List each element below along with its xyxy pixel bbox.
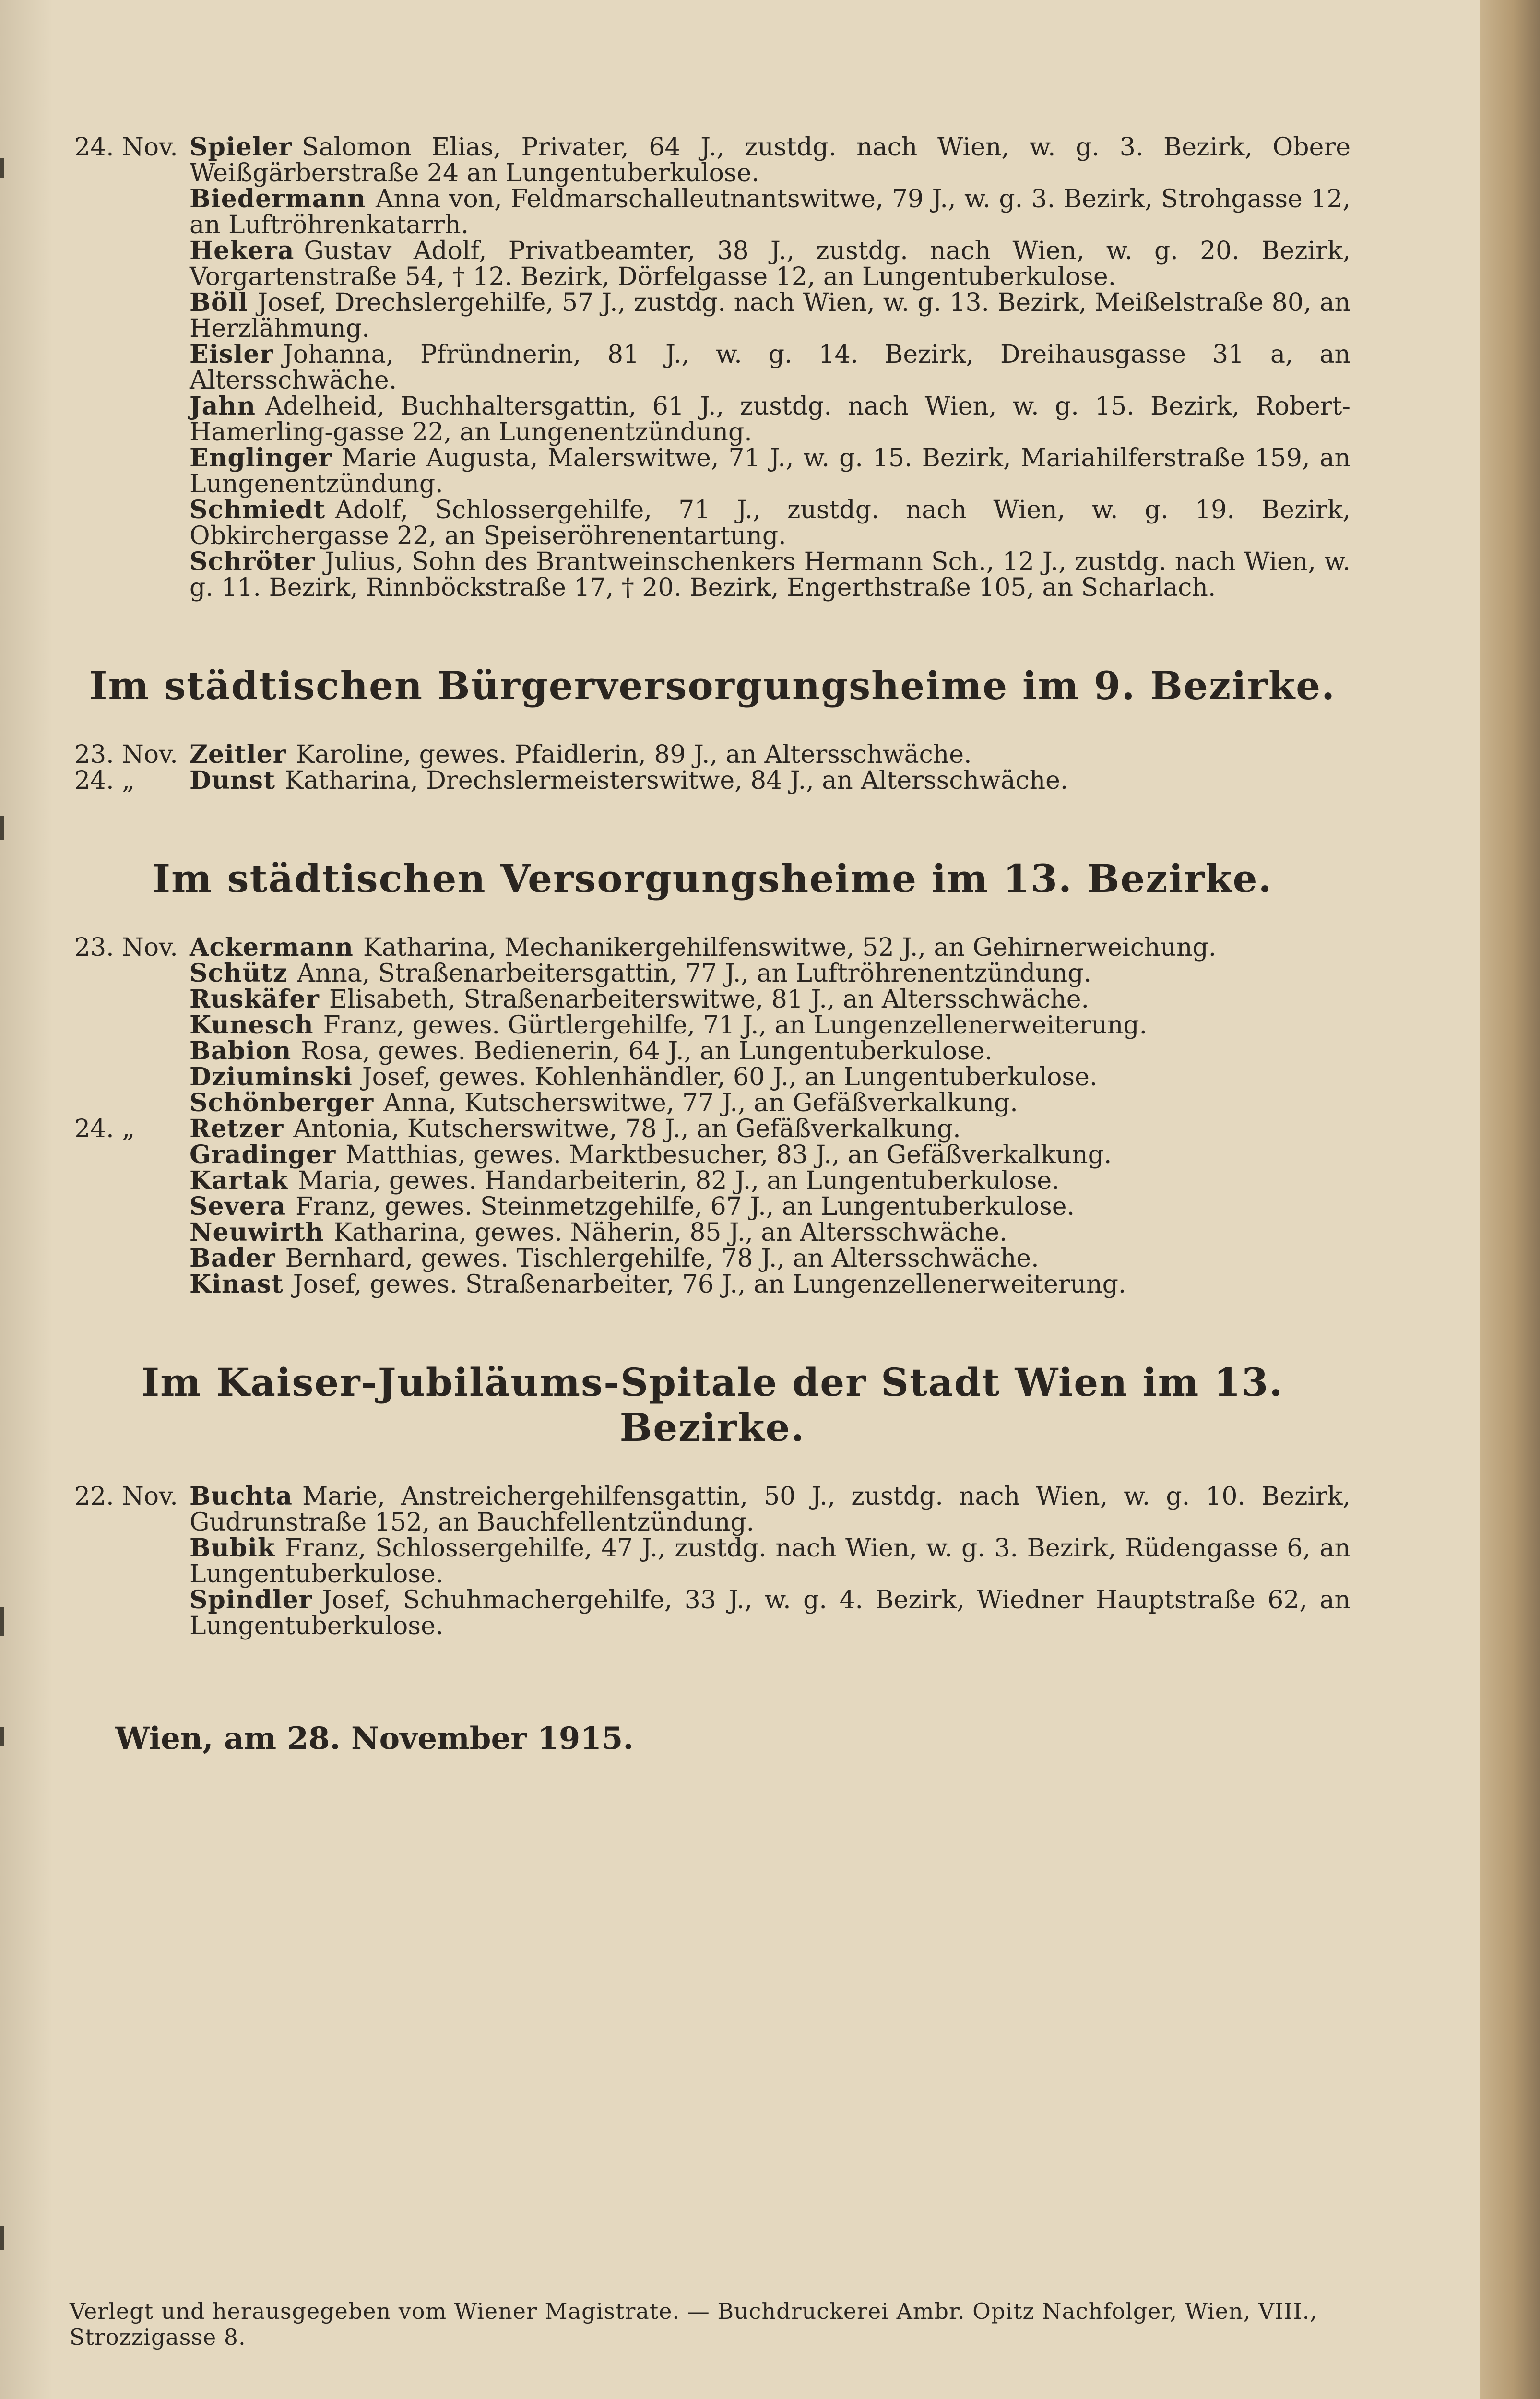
entry-text: Matthias, gewes. Marktbesucher, 83 J., an Gefäßverkalkung. [345, 1140, 1112, 1169]
entry-body [190, 1012, 1350, 1038]
entry-text: Katharina, Drechslermeisterswitwe, 84 J., an Altersschwäche. [285, 766, 1068, 795]
list-item [74, 497, 1350, 549]
list-item [74, 1012, 1350, 1038]
list-item [74, 1038, 1350, 1064]
entry-text: Maria, gewes. Handarbeiterin, 82 J., an Lungentuberkulose. [298, 1166, 1060, 1195]
entry-text: Bernhard, gewes. Tischlergehilfe, 78 J., an Altersschwäche. [285, 1244, 1039, 1273]
list-item [74, 1090, 1350, 1116]
list-item [74, 1271, 1350, 1297]
entry-date [74, 549, 190, 601]
death-list-section4 [74, 1484, 1350, 1639]
list-item [74, 1246, 1350, 1271]
list-item [74, 1168, 1350, 1194]
entry-surname: Biedermann [190, 184, 366, 214]
entry-surname: Retzer [190, 1114, 284, 1143]
margin-mark [0, 1727, 4, 1746]
entry-date [74, 1587, 190, 1639]
list-item [74, 768, 1350, 794]
entry-date: 24. Nov. [74, 133, 178, 162]
entry-date [74, 1012, 190, 1038]
death-list-section3 [74, 935, 1350, 1297]
entry-text: Katharina, gewes. Näherin, 85 J., an Altersschwäche. [333, 1218, 1007, 1247]
entry-date [74, 238, 190, 290]
entry-surname: Kinast [190, 1270, 284, 1299]
entry-surname: Eisler [190, 340, 273, 369]
entry-surname: Böll [190, 288, 249, 317]
entry-text: Rosa, gewes. Bedienerin, 64 J., an Lungentuberkulose. [301, 1037, 993, 1066]
list-item [74, 935, 1350, 961]
entry-text: Antonia, Kutscherswitwe, 78 J., an Gefäßverkalkung. [293, 1115, 961, 1143]
entry-surname: Neuwirth [190, 1218, 324, 1247]
list-item [74, 1587, 1350, 1639]
entry-date [74, 1271, 190, 1297]
entry-text: Josef, gewes. Straßenarbeiter, 76 J., an Lungenzellenerweiterung. [293, 1270, 1126, 1299]
list-item [74, 742, 1350, 768]
list-item [74, 342, 1350, 393]
entry-date [74, 1194, 190, 1220]
entry-text: Gustav Adolf, Privatbeamter, 38 J., zustdg. nach Wien, w. g. 20. Bezirk, Vorgartenstraße 54, † 12. Bezirk, Dörfelgasse 12, an Lungentuberkulose. [190, 237, 1350, 291]
entry-surname: Schmiedt [190, 495, 326, 524]
entry-date [74, 961, 190, 986]
entry-text: Marie Augusta, Malerswitwe, 71 J., w. g. 15. Bezirk, Mariahilferstraße 159, an Lungenentzündung. [190, 444, 1350, 499]
entry-date [74, 1246, 190, 1271]
entry-body [190, 1064, 1350, 1090]
entry-body [190, 238, 1350, 290]
list-item [74, 1535, 1350, 1587]
entry-text: Franz, gewes. Gürtlergehilfe, 71 J., an Lungenzellenerweiterung. [323, 1011, 1148, 1040]
entry-date [74, 1038, 190, 1064]
entry-text: Josef, Drechslergehilfe, 57 J., zustdg. nach Wien, w. g. 13. Bezirk, Meißelstraße 80, an Herzlähmung. [190, 288, 1350, 343]
entry-date [74, 1142, 190, 1168]
entry-body [190, 1142, 1350, 1168]
entry-surname: Ruskäfer [190, 985, 320, 1014]
entry-surname: Englinger [190, 443, 332, 473]
entry-date [74, 342, 190, 393]
entry-date [74, 445, 190, 497]
entry-text: Julius, Sohn des Brantweinschenkers Hermann Sch., 12 J., zustdg. nach Wien, w. g. 11. Bezirk, Rinnböckstraße 17, † 20. Bezirk, Engerthstraße 105, an Scharlach. [190, 547, 1350, 602]
entry-body [190, 445, 1350, 497]
entry-body [190, 742, 1350, 768]
section-heading-versorgungsheim: Im städtischen Versorgungsheime im 13. Bezirke. [152, 856, 1273, 901]
entry-date [74, 290, 190, 342]
margin-mark [0, 816, 4, 840]
page-edge [1480, 0, 1540, 2399]
entry-text: Josef, gewes. Kohlenhändler, 60 J., an Lungentuberkulose. [362, 1063, 1098, 1092]
entry-date [74, 1220, 190, 1246]
entry-date [74, 986, 190, 1012]
entry-body [190, 1194, 1350, 1220]
entry-text: Salomon Elias, Privater, 64 J., zustdg. nach Wien, w. g. 3. Bezirk, Obere Weißgärberstraße 24 an Lungentuberkulose. [190, 133, 1350, 188]
entry-body [190, 393, 1350, 445]
entry-text: Franz, gewes. Steinmetzgehilfe, 67 J., an Lungentuberkulose. [296, 1192, 1075, 1221]
entry-surname: Severa [190, 1192, 286, 1221]
list-item [74, 134, 1350, 186]
entry-text: Adolf, Schlossergehilfe, 71 J., zustdg. nach Wien, w. g. 19. Bezirk, Obkirchergasse 22, an Speiseröhrenentartung. [190, 496, 1350, 550]
entry-body [190, 186, 1350, 238]
page-gutter-shadow [0, 0, 53, 2399]
entry-body [190, 1168, 1350, 1194]
entry-surname: Dziuminski [190, 1062, 353, 1092]
entry-surname: Spindler [190, 1585, 313, 1615]
entry-text: Josef, Schuhmachergehilfe, 33 J., w. g. 4. Bezirk, Wiedner Hauptstraße 62, an Lungentuberkulose. [190, 1586, 1350, 1640]
entry-text: Franz, Schlossergehilfe, 47 J., zustdg. nach Wien, w. g. 3. Bezirk, Rüdengasse 6, an Lungentuberkulose. [190, 1534, 1350, 1589]
entry-surname: Schönberger [190, 1088, 374, 1117]
closing-date-line: Wien, am 28. November 1915. [115, 1721, 634, 1757]
list-item [74, 549, 1350, 601]
publisher-footer: Verlegt und herausgegeben vom Wiener Magistrate. — Buchdruckerei Ambr. Opitz Nachfolger, Wien, VIII., Strozzigasse 8. [70, 2298, 1317, 2350]
entry-body [190, 986, 1350, 1012]
entry-surname: Kunesch [190, 1010, 314, 1040]
entry-body [190, 549, 1350, 601]
entry-text: Karoline, gewes. Pfaidlerin, 89 J., an Altersschwäche. [296, 740, 972, 769]
entry-date [74, 1064, 190, 1090]
entry-date: 22. Nov. [74, 1482, 178, 1511]
document-content [74, 134, 1350, 1757]
entry-body [190, 1090, 1350, 1116]
entry-surname: Gradinger [190, 1140, 336, 1169]
margin-mark [0, 2226, 4, 2250]
entry-body [190, 1587, 1350, 1639]
entry-text: Anna, Kutscherswitwe, 77 J., an Gefäßverkalkung. [383, 1089, 1018, 1117]
entry-text: Marie, Anstreichergehilfensgattin, 50 J., zustdg. nach Wien, w. g. 10. Bezirk, Gudrunstraße 152, an Bauchfellentzündung. [190, 1482, 1350, 1537]
list-item [74, 961, 1350, 986]
entry-date [74, 393, 190, 445]
section-heading-jubilaeumsspital: Im Kaiser-Jubiläums-Spitale der Stadt Wien im 13. Bezirke. [141, 1360, 1284, 1450]
entry-surname: Spieler [190, 132, 292, 162]
entry-date: 24. „ [74, 766, 135, 795]
entry-surname: Hekera [190, 236, 295, 265]
entry-text: Johanna, Pfründnerin, 81 J., w. g. 14. Bezirk, Dreihausgasse 31 a, an Altersschwäche. [190, 340, 1350, 395]
death-list-top [74, 134, 1350, 601]
list-item [74, 986, 1350, 1012]
entry-date [74, 497, 190, 549]
list-item [74, 1116, 1350, 1142]
entry-date [74, 1535, 190, 1587]
entry-body [190, 497, 1350, 549]
entry-text: Anna, Straßenarbeitersgattin, 77 J., an Luftröhrenentzündung. [297, 959, 1092, 988]
entry-surname: Buchta [190, 1482, 293, 1511]
entry-text: Anna von, Feldmarschalleutnantswitwe, 79 J., w. g. 3. Bezirk, Strohgasse 12, an Luftröhrenkatarrh. [190, 185, 1350, 239]
entry-date: 23. Nov. [74, 740, 178, 769]
entry-date [74, 1168, 190, 1194]
entry-surname: Schütz [190, 959, 288, 988]
list-item [74, 1484, 1350, 1535]
list-item [74, 290, 1350, 342]
entry-surname: Ackermann [190, 933, 354, 962]
entry-body [190, 290, 1350, 342]
entry-surname: Kartak [190, 1166, 289, 1195]
entry-surname: Babion [190, 1036, 292, 1066]
margin-mark [0, 1607, 4, 1636]
entry-body [190, 1271, 1350, 1297]
entry-surname: Zeitler [190, 740, 287, 769]
list-item [74, 1194, 1350, 1220]
entry-body [190, 961, 1350, 986]
entry-text: Elisabeth, Straßenarbeiterswitwe, 81 J., an Altersschwäche. [329, 985, 1090, 1014]
entry-surname: Jahn [190, 392, 256, 421]
entry-surname: Dunst [190, 766, 276, 795]
list-item [74, 1064, 1350, 1090]
entry-body [190, 1116, 1350, 1142]
entry-date: 24. „ [74, 1115, 135, 1143]
section-heading-buergerversorgungsheim: Im städtischen Bürgerversorgungsheime im 9. Bezirke. [89, 663, 1336, 708]
death-list-section2 [74, 742, 1350, 794]
entry-surname: Schröter [190, 547, 315, 576]
entry-body [190, 935, 1350, 961]
entry-text: Katharina, Mechanikergehilfenswitwe, 52 J., an Gehirnerweichung. [363, 933, 1217, 962]
entry-body [190, 134, 1350, 186]
entry-surname: Bader [190, 1244, 276, 1273]
entry-date [74, 186, 190, 238]
entry-body [190, 1535, 1350, 1587]
entry-surname: Bubik [190, 1533, 275, 1563]
list-item [74, 1220, 1350, 1246]
entry-date: 23. Nov. [74, 933, 178, 962]
list-item [74, 186, 1350, 238]
entry-text: Adelheid, Buchhaltersgattin, 61 J., zustdg. nach Wien, w. g. 15. Bezirk, Robert-Hamerling-gasse 22, an Lungenentzündung. [190, 392, 1350, 447]
entry-body [190, 1038, 1350, 1064]
list-item [74, 445, 1350, 497]
entry-body [190, 1484, 1350, 1535]
entry-body [190, 768, 1350, 794]
entry-body [190, 1220, 1350, 1246]
entry-body [190, 1246, 1350, 1271]
entry-body [190, 342, 1350, 393]
entry-date [74, 1090, 190, 1116]
list-item [74, 393, 1350, 445]
margin-mark [0, 158, 4, 178]
list-item [74, 1142, 1350, 1168]
list-item [74, 238, 1350, 290]
